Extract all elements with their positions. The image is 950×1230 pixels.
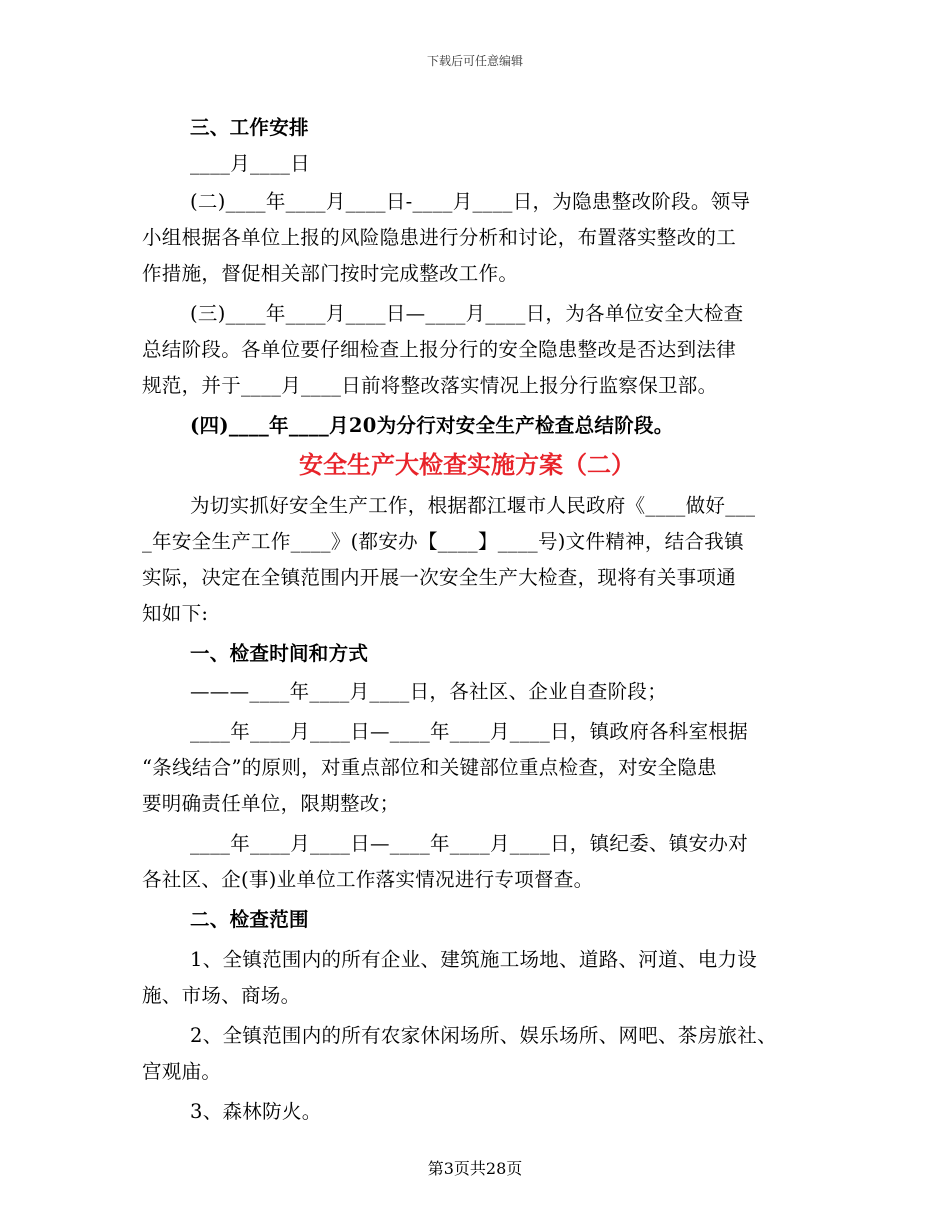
paragraph-line: (二)____年____月____日-____月____日，为隐患整改阶段。领导 [190,190,751,213]
paragraph-line: (三)____年____月____日—____月____日，为各单位安全大检查 [190,302,744,325]
section-heading: 三、工作安排 [190,116,309,139]
paragraph-line: 总结阶段。各单位要仔细检查上报分行的安全隐患整改是否达到法律 [142,338,737,361]
paragraph-line: ____月____日 [190,152,310,175]
document-body [142,110,832,1130]
paragraph-line: 知如下: [142,602,209,625]
paragraph-line: _年安全生产工作____》(都安办【____】____号)文件精神，结合我镇 [142,530,744,553]
page-header: 下载后可任意编辑 [426,54,523,68]
paragraph-line: 宫观庙。 [142,1060,222,1083]
paragraph-line: 要明确责任单位，限期整改； [142,792,400,815]
page-footer: 第3页共28页 [427,1159,523,1178]
paragraph-line: ———____年____月____日，各社区、企业自查阶段； [190,680,667,703]
paragraph-line: 施、市场、商场。 [142,984,301,1007]
section-heading: 一、检查时间和方式 [190,642,369,665]
paragraph-line: ____年____月____日—____年____月____日，镇纪委、镇安办对 [190,832,748,855]
paragraph-line: 1、全镇范围内的所有企业、建筑施工场地、道路、河道、电力设 [190,948,758,971]
paragraph-line: 小组根据各单位上报的风险隐患进行分析和讨论，布置落实整改的工 [142,226,737,249]
document-title: 安全生产大检查实施方案（二） [299,450,635,479]
paragraph-line: 实际，决定在全镇范围内开展一次安全生产大检查，现将有关事项通 [142,566,737,589]
paragraph-line: 各社区、企(事)业单位工作落实情况进行专项督查。 [142,868,594,891]
paragraph-line: ____年____月____日—____年____月____日，镇政府各科室根据 [190,720,748,743]
paragraph-line: 为切实抓好安全生产工作，根据都江堰市人民政府《____做好___ [190,494,756,517]
paragraph-line: “条线结合”的原则，对重点部位和关键部位重点检查，对安全隐患 [142,756,717,779]
section-heading: (四)____年____月20为分行对安全生产检查总结阶段。 [190,414,674,437]
paragraph-line: 作措施，督促相关部门按时完成整改工作。 [142,262,519,285]
paragraph-line: 3、森林防火。 [190,1100,322,1123]
paragraph-line: 规范，并于____月____日前将整改落实情况上报分行监察保卫部。 [142,374,718,397]
paragraph-line: 2、全镇范围内的所有农家休闲场所、娱乐场所、网吧、茶房旅社、 [190,1024,777,1047]
section-heading: 二、检查范围 [190,908,309,931]
